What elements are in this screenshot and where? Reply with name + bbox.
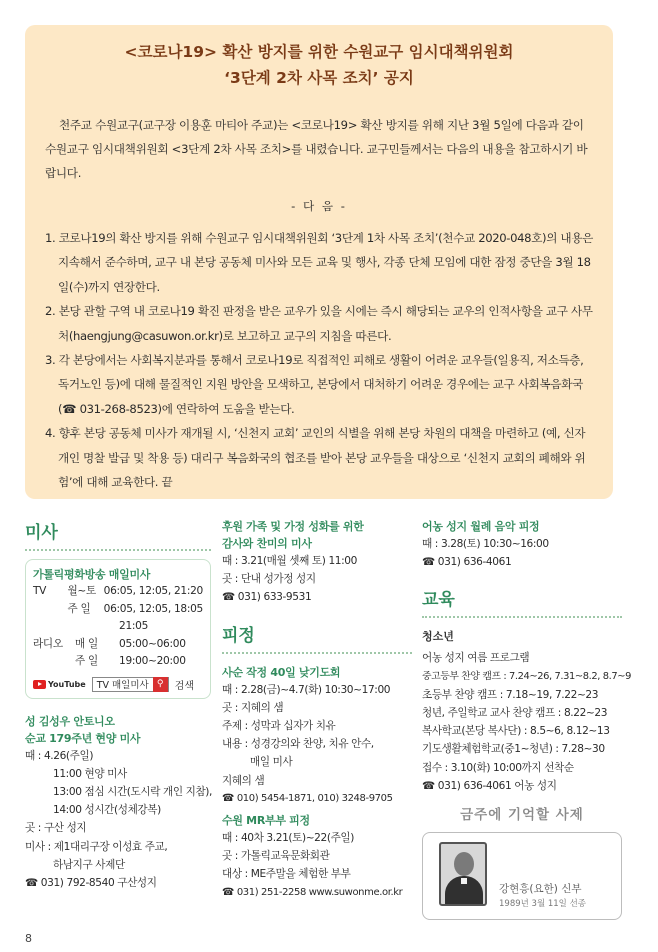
event-line: ☎ 031) 251-2258 www.suwonme.or.kr [222,886,403,898]
notice-title-line2: ‘3단계 2차 사목 조치’ 공지 [224,69,414,87]
event-line: 곳 : 단내 성가정 성지 [222,573,316,586]
schedule-row: 주 일 19:00~20:00 [75,655,186,667]
event-heading: 사순 작정 40일 낮기도회 [222,665,341,679]
edu-heading: 청소년 [422,630,454,644]
priest-photo [439,842,487,906]
notice-title [45,39,593,91]
memorial-box [422,832,622,920]
edu-subheading: 어농 성지 여름 프로그램 [422,652,530,665]
column-mass [25,518,211,892]
youtube-search-hint [33,677,203,692]
event-line: 때 : 2.28(금)~4.7(화) 10:30~17:00 [222,683,391,696]
event-line: ☎ 031) 792-8540 구산성지 [25,876,157,889]
event-line: 때 : 3.21(매월 셋째 토) 11:00 [222,555,357,567]
schedule-row: 주 일 06:05, 12:05, 18:05 [67,602,203,615]
section-title-mass: 미사 [25,518,211,551]
event-line: 때 : 3.28(토) 10:30~16:00 [422,538,549,550]
notice-item: 2. 본당 관할 구역 내 코로나19 확진 판정을 받은 교우가 있을 시에는 즉시 해당되는 교우의 인적사항을 교구 사무처(haengjung@casuwon.or.kr)로 보고하고 교구의 지침을 따른다. [45,304,593,343]
event-heading: 수원 MR부부 피정 [222,814,310,828]
event-line: 대상 : ME주말을 체험한 부부 [222,868,351,881]
search-text: TV 매일미사 [96,680,149,691]
tv-schedule-box [25,559,211,699]
event-line: 매일 미사 [250,756,293,769]
event-heading: 감사와 찬미의 미사 [222,537,312,550]
event-line: 13:00 점심 시간(도시락 개인 지참), [53,785,213,798]
event-line: 지혜의 샘 [222,774,265,787]
notice-item: 4. 향후 본당 공동체 미사가 재개될 시, ‘신천지 교회’ 교인의 식별을 위해 본당 차원의 대책을 마련하고 (예, 신자 개인 명찰 발급 및 착용 등) 대리구 복음화국의 협조를 받아 본당 교우들을 대상으로 ‘신천지 교회의 폐해와 위험’에 대해 교육한다. 끝 [45,426,586,490]
search-label: 검색 [174,680,195,692]
event-line: ☎ 010) 5454-1871, 010) 3248-9705 [222,792,393,804]
event-line: 주제 : 성막과 십자가 치유 [222,720,336,733]
search-box-illustration [92,677,169,692]
event-line: 14:00 성시간(성체강복) [53,804,161,817]
event-line: 11:00 현양 미사 [53,767,127,780]
notice-intro: 천주교 수원교구(교구장 이용훈 마티아 주교)는 <코로나19> 확산 방지를 위해 지난 3월 5일에 다음과 같이 수원교구 임시대책위원회 <3단계 2차 사목 조치>를 내렸습니다. 교구민들께서는 다음의 내용을 참고하시기 바랍니다. [45,118,588,180]
event-line: 곳 : 구산 성지 [25,822,87,835]
event-heading: 어농 성지 월례 음악 피정 [422,520,540,533]
event-line: ☎ 031) 633-9531 [222,591,312,604]
page-number: 8 [25,932,32,945]
edu-line: 기도생활체험학교(중1~청년) : 7.28~30 [422,743,605,756]
event-line: 때 : 4.26(주일) [25,749,94,762]
edu-line: 청년, 주일학교 교사 찬양 캠프 : 8.22~23 [422,707,608,720]
notice-box [25,25,613,499]
event-line: 내용 : 성경강의와 찬양, 치유 안수, [222,738,374,751]
schedule-row: 21:05 [119,620,149,632]
event-heading: 순교 179주년 현양 미사 [25,731,141,745]
column-education [422,518,632,920]
event-line: 곳 : 가톨릭교육문화회관 [222,850,330,863]
edu-line: ☎ 031) 636-4061 어농 성지 [422,779,557,792]
event-line: 하남지구 사제단 [53,858,125,871]
tv-box-heading: 가톨릭평화방송 매일미사 [33,568,151,581]
edu-line: 초등부 찬양 캠프 : 7.18~19, 7.22~23 [422,688,599,701]
schedule-row: 라디오 매 일 05:00~06:00 [33,637,186,650]
event-line: 때 : 40차 3.21(토)~22(주일) [222,832,354,845]
event-line: ☎ 031) 636-4061 [422,556,512,569]
notice-list [45,226,593,494]
notice-item: 1. 코로나19의 확산 방지를 위해 수원교구 임시대책위원회 ‘3단계 1차 사목 조치’(천수교 2020-048호)의 내용은 지속해서 준수하며, 교구 내 본당 공동체 미사와 모든 교육 및 행사, 각종 단체 모임에 대한 잠정 중단을 3월 18일(수)까지 연장한다. [45,231,593,294]
event-line: 미사 : 제1대리구장 이성효 주교, [25,840,168,853]
youtube-play-icon [33,680,46,689]
notice-subheading: - 다 음 - [291,199,347,213]
memorial-title: 금주에 기억할 사제 [460,807,584,824]
notice-title-line1: <코로나19> 확산 방지를 위한 수원교구 임시대책위원회 [124,43,514,61]
section-title-retreat: 피정 [222,621,412,654]
edu-line: 접수 : 3.10(화) 10:00까지 선착순 [422,761,574,774]
youtube-logo: YouTube [33,680,86,689]
event-line: 곳 : 지혜의 샘 [222,701,284,714]
search-icon: ⚲ [153,677,168,692]
edu-line: 중고등부 찬양 캠프 : 7.24~26, 7.31~8.2, 8.7~9 [422,670,632,682]
memorial-date: 1989년 3월 11일 선종 [499,899,587,910]
event-heading: 후원 가족 및 가정 성화를 위한 [222,520,364,533]
section-title-education: 교육 [422,585,622,618]
schedule-row: TV 월~토 06:05, 12:05, 21:20 [33,585,203,597]
notice-item: 3. 각 본당에서는 사회복지분과를 통해서 코로나19로 직접적인 피해로 생활이 어려운 교우들(일용직, 저소득층, 독거노인 등)에 대해 물질적인 지원 방안을 모색하고, 본당에서 대처하기 어려운 경우에는 교구 사회복음화국(☎ 031-268-8523)에 연락하여 도움을 받는다. [45,353,584,416]
memorial-name: 강현흥(요한) 신부 [499,883,582,896]
column-retreat [222,518,412,902]
edu-line: 복사학교(본당 복사단) : 8.5~6, 8.12~13 [422,725,610,738]
event-heading: 성 김성우 안토니오 [25,714,115,728]
